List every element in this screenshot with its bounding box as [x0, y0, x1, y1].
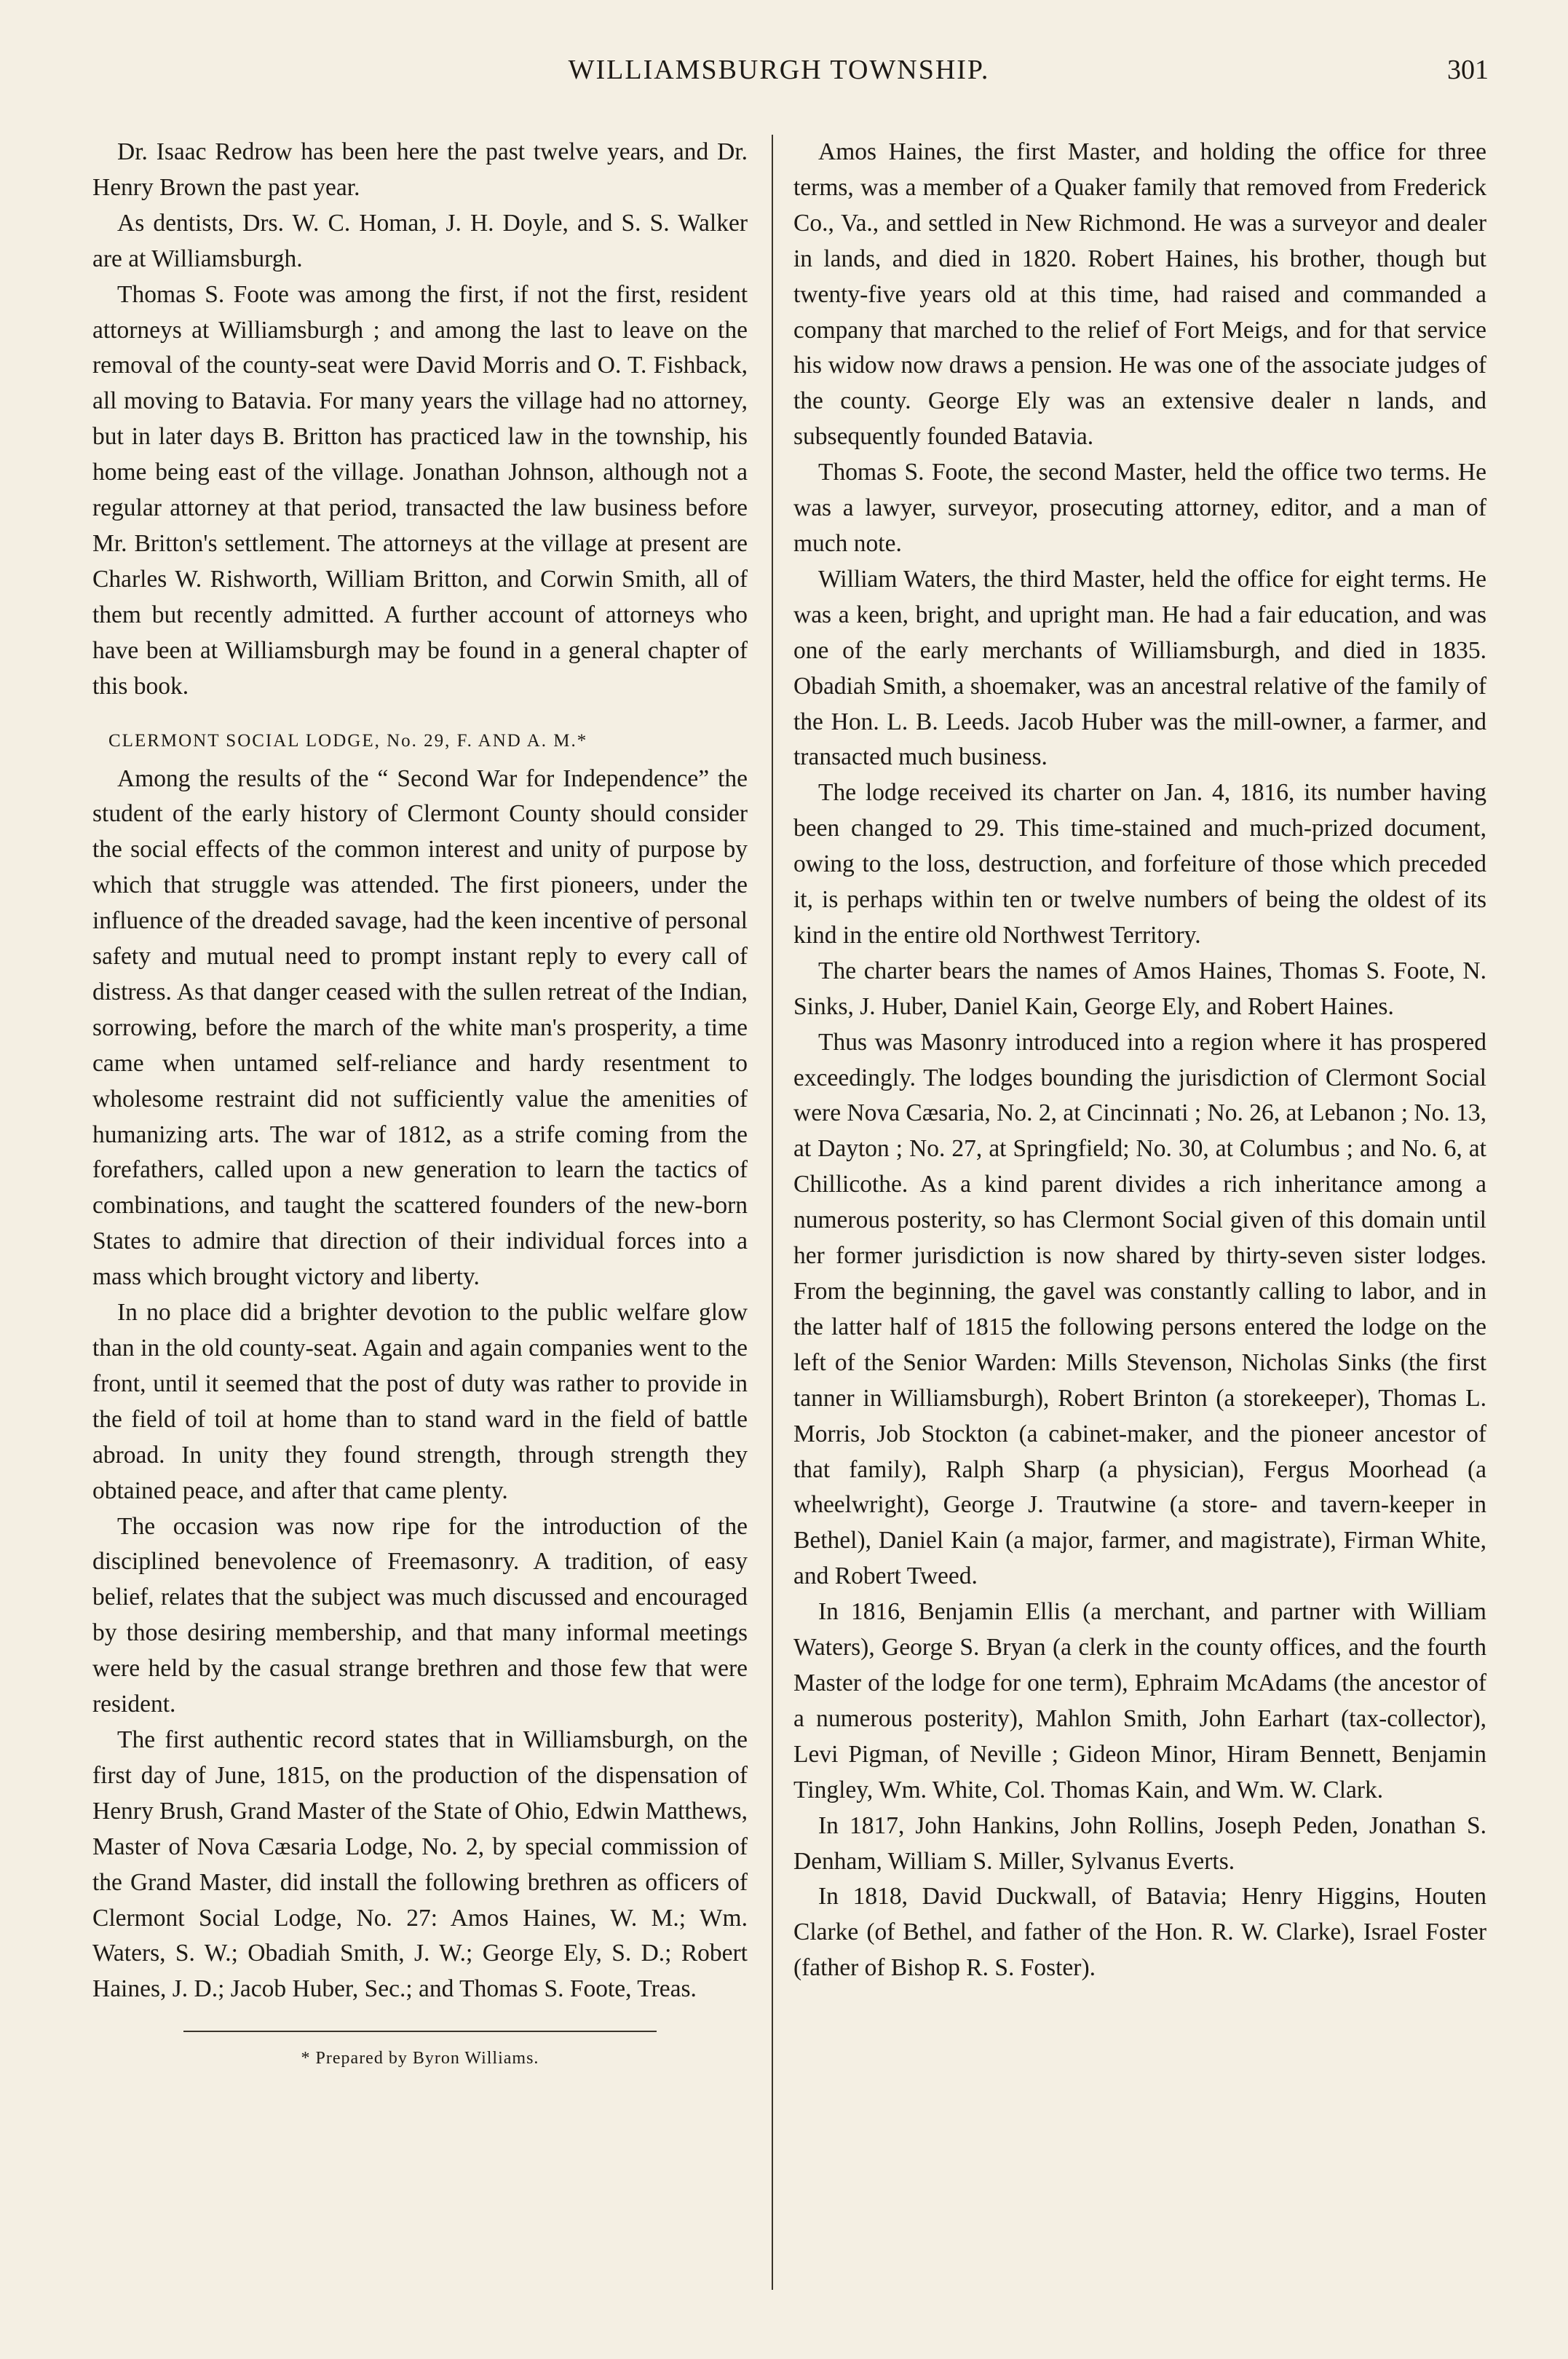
paragraph: Dr. Isaac Redrow has been here the past twelve years, and Dr. Henry Brown the past year.: [92, 138, 748, 201]
paragraph: Thomas S. Foote was among the first, if not the first, resident attorneys at Williamsburgh ; and among the last to leave on the removal of the county-seat were David Morris and O. T. Fishback, all moving to Batavia. For many years the village had no attorney, but in later days B. Britton has practiced law in the township, his home being east of the village. Jonathan Johnson, although not a regular attorney at that period, transacted the law business before Mr. Britton's settlement. The attorneys at the village at present are Charles W. Rishworth, William Britton, and Corwin Smith, all of them but recently admitted. A further account of attorneys who have been at Williamsburgh may be found in a general chapter of this book.: [92, 280, 748, 700]
paragraph: The occasion was now ripe for the introduction of the disciplined benevolence of Freemasonry. A tradition, of easy belief, relates that the subject was much discussed and encouraged by those desiring membership, and that many informal meetings were held by the casual strange brethren and those few that were resident.: [92, 1512, 748, 1718]
page-number: 301: [1447, 55, 1489, 85]
paragraph: Thus was Masonry introduced into a region where it has prospered exceedingly. The lodges bounding the jurisdiction of Clermont Social were Nova Cæsaria, No. 2, at Cincinnati ; No. 26, at Lebanon ; No. 13, at Dayton ; No. 27, at Springfield; No. 30, at Columbus ; and No. 6, at Chillicothe. As a kind parent divides a rich inheritance among a numerous posterity, so has Clermont Social given of this domain until her former jurisdiction is now shared by thirty-seven sister lodges. From the beginning, the gavel was constantly calling to labor, and in the latter half of 1815 the following persons entered the lodge on the left of the Senior Warden: Mills Stevenson, Nicholas Sinks (the first tanner in Williamsburgh), Robert Brinton (a storekeeper), Thomas L. Morris, Job Stockton (a cabinet-maker, and the pioneer ancestor of that family), Ralph Sharp (a physician), Fergus Moorhead (a wheelwright), George J. Trautwine (a store- and tavern-keeper in Bethel), Daniel Kain (a major, farmer, and magistrate), Firman White, and Robert Tweed.: [793, 1028, 1486, 1590]
paragraph: The first authentic record states that in Williamsburgh, on the first day of June, 1815, on the production of the dispensation of Henry Brush, Grand Master of the State of Ohio, Edwin Matthews, Master of Nova Cæsaria Lodge, No. 2, by special commission of the Grand Master, did install the following brethren as officers of Clermont Social Lodge, No. 27: Amos Haines, W. M.; Wm. Waters, S. W.; Obadiah Smith, J. W.; George Ely, S. D.; Robert Haines, J. D.; Jacob Huber, Sec.; and Thomas S. Foote, Treas.: [92, 1726, 748, 2003]
column-divider: [772, 135, 773, 2290]
paragraph: Among the results of the “ Second War for Independence” the student of the early history of Clermont County should consider the social effects of the common interest and unity of purpose by which that struggle was attended. The first pioneers, under the influence of the dreaded savage, had the keen incentive of personal safety and mutual need to prompt instant reply to every call of distress. As that danger ceased with the sullen retreat of the Indian, sorrowing, before the march of the white man's prosperity, a time came when untamed self-reliance and hardy resentment to wholesome restraint did not sufficiently value the amenities of humanizing arts. The war of 1812, as a strife coming from the forefathers, called upon a new generation to learn the tactics of combinations, and taught the scattered founders of the new-born States to admire that direction of their individual forces into a mass which brought victory and liberty.: [92, 764, 748, 1291]
running-title: WILLIAMSBURGH TOWNSHIP.: [568, 55, 990, 85]
paragraph: In 1817, John Hankins, John Rollins, Joseph Peden, Jonathan S. Denham, William S. Miller, Sylvanus Everts.: [793, 1811, 1486, 1875]
paragraph: In 1816, Benjamin Ellis (a merchant, and partner with William Waters), George S. Bryan (a clerk in the county offices, and the fourth Master of the lodge for one term), Ephraim McAdams (the ancestor of a numerous posterity), Mahlon Smith, John Earhart (tax-collector), Levi Pigman, of Neville ; Gideon Minor, Hiram Bennett, Benjamin Tingley, Wm. White, Col. Thomas Kain, and Wm. W. Clark.: [793, 1598, 1486, 1803]
paragraph: In no place did a brighter devotion to the public welfare glow than in the old county-seat. Again and again companies went to the front, until it seemed that the post of duty was rather to provide in the field of toil at home than to stand ward in the field of battle abroad. In unity they found strength, through strength they obtained peace, and after that came plenty.: [92, 1299, 748, 1504]
paragraph: The lodge received its charter on Jan. 4, 1816, its number having been changed to 29. This time-stained and much-prized document, owing to the loss, destruction, and forfeiture of those which preceded it, is perhaps within ten or twelve numbers of being the oldest of its kind in the entire old Northwest Territory.: [793, 779, 1486, 949]
right-column: [793, 135, 1486, 1986]
left-column: [92, 135, 748, 2071]
paragraph: In 1818, David Duckwall, of Batavia; Henry Higgins, Houten Clarke (of Bethel, and father of the Hon. R. W. Clarke), Israel Foster (father of Bishop R. S. Foster).: [793, 1883, 1486, 1982]
paragraph: The charter bears the names of Amos Haines, Thomas S. Foote, N. Sinks, J. Huber, Daniel Kain, George Ely, and Robert Haines.: [793, 957, 1486, 1020]
paragraph: As dentists, Drs. W. C. Homan, J. H. Doyle, and S. S. Walker are at Williamsburgh.: [92, 209, 748, 272]
footnote: * Prepared by Byron Williams.: [301, 2049, 539, 2068]
paragraph: William Waters, the third Master, held the office for eight terms. He was a keen, bright, and upright man. He had a fair education, and was one of the early merchants of Williamsburgh, and died in 1835. Obadiah Smith, a shoemaker, was an ancestral relative of the family of the Hon. L. B. Leeds. Jacob Huber was the mill-owner, a farmer, and transacted much business.: [793, 565, 1486, 771]
footnote-divider: [183, 2031, 657, 2032]
page-header: [69, 45, 1489, 96]
paragraph: Amos Haines, the first Master, and holding the office for three terms, was a member of a Quaker family that removed from Frederick Co., Va., and settled in New Richmond. He was a surveyor and dealer in lands, and died in 1820. Robert Haines, his brother, though but twenty-five years old at this time, had raised and commanded a company that marched to the relief of Fort Meigs, and for that service his widow now draws a pension. He was one of the associate judges of the county. George Ely was an extensive dealer n lands, and subsequently founded Batavia.: [793, 138, 1486, 451]
section-heading: CLERMONT SOCIAL LODGE, No. 29, F. AND A. M.*: [108, 730, 588, 751]
paragraph: Thomas S. Foote, the second Master, held the office two terms. He was a lawyer, surveyor, prosecuting attorney, editor, and a man of much note.: [793, 459, 1486, 557]
